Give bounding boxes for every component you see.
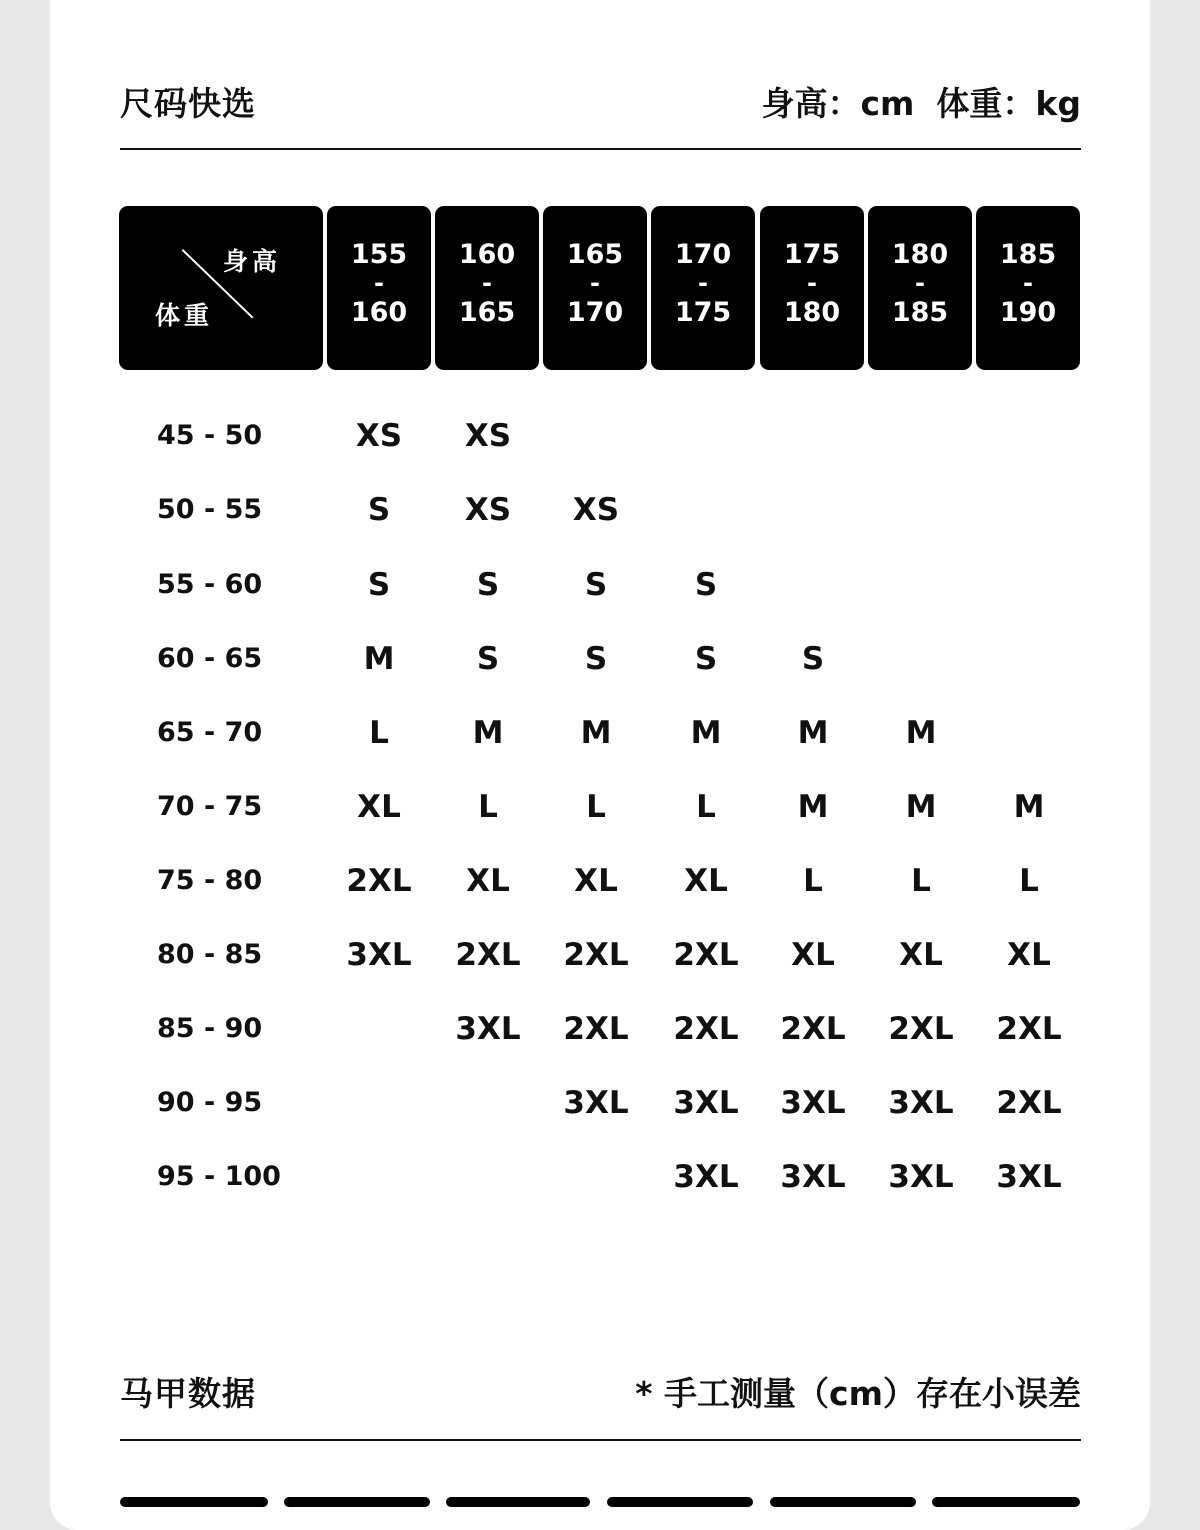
- height-range-separator: -: [807, 269, 817, 297]
- height-range-end: 165: [458, 297, 516, 328]
- table-row: [0, 935, 1200, 975]
- size-section-header: [120, 78, 1081, 138]
- size-cell: XL: [1007, 937, 1051, 973]
- height-range-header: [435, 206, 539, 370]
- size-cell: S: [584, 641, 608, 677]
- table-row: [0, 490, 1200, 530]
- height-range-separator: -: [915, 269, 925, 297]
- size-cell: M: [905, 789, 937, 825]
- size-cell: L: [696, 789, 716, 825]
- size-section-title: 尺码快选: [120, 84, 256, 123]
- weight-range-label: 75 - 80: [157, 865, 263, 896]
- size-cell: S: [367, 492, 391, 528]
- size-cell: L: [586, 789, 606, 825]
- table-row: [0, 565, 1200, 605]
- size-cell: S: [584, 567, 608, 603]
- height-range-header: [651, 206, 755, 370]
- size-cell: M: [797, 715, 829, 751]
- table-row: [0, 1083, 1200, 1123]
- next-table-header-cell: [120, 1497, 268, 1507]
- height-range-separator: -: [482, 269, 492, 297]
- size-cell: 2XL: [996, 1011, 1062, 1047]
- corner-weight-label: 体重: [155, 301, 214, 330]
- table-row: [0, 861, 1200, 901]
- weight-range-label: 65 - 70: [157, 717, 263, 748]
- size-cell: L: [1019, 863, 1039, 899]
- size-cell: M: [1013, 789, 1045, 825]
- size-cell: S: [694, 567, 718, 603]
- size-cell: 3XL: [673, 1159, 739, 1195]
- vest-section-divider: [120, 1439, 1081, 1441]
- table-row: [0, 1157, 1200, 1197]
- height-range-start: 180: [891, 239, 949, 270]
- size-cell: 2XL: [780, 1011, 846, 1047]
- next-table-header-cell: [770, 1497, 916, 1507]
- height-range-header: [327, 206, 431, 370]
- size-cell: XS: [355, 418, 403, 454]
- corner-height-label: 身高: [223, 247, 282, 276]
- next-table-header-cell: [446, 1497, 590, 1507]
- size-cell: S: [476, 567, 500, 603]
- table-row: [0, 713, 1200, 753]
- height-range-end: 170: [566, 297, 624, 328]
- size-cell: XL: [684, 863, 728, 899]
- height-range-end: 180: [783, 297, 841, 328]
- height-range-header: [976, 206, 1080, 370]
- size-cell: 3XL: [346, 937, 412, 973]
- size-cell: XL: [899, 937, 943, 973]
- size-cell: 3XL: [563, 1085, 629, 1121]
- size-cell: 2XL: [563, 937, 629, 973]
- height-range-header: [760, 206, 864, 370]
- size-cell: 3XL: [888, 1085, 954, 1121]
- height-range-start: 155: [350, 239, 408, 270]
- weight-range-label: 85 - 90: [157, 1013, 263, 1044]
- size-units: [761, 78, 1081, 125]
- height-range-separator: -: [1023, 269, 1033, 297]
- height-range-end: 160: [350, 297, 408, 328]
- table-row: [0, 639, 1200, 679]
- height-range-separator: -: [374, 269, 384, 297]
- size-cell: 3XL: [673, 1085, 739, 1121]
- height-range-start: 160: [458, 239, 516, 270]
- size-cell: L: [911, 863, 931, 899]
- size-cell: L: [369, 715, 389, 751]
- size-cell: 3XL: [996, 1159, 1062, 1195]
- size-cell: 2XL: [563, 1011, 629, 1047]
- height-range-start: 175: [783, 239, 841, 270]
- size-cell: XL: [357, 789, 401, 825]
- size-cell: M: [363, 641, 395, 677]
- next-table-header-cell: [607, 1497, 753, 1507]
- table-row: [0, 787, 1200, 827]
- next-table-header-cell: [284, 1497, 430, 1507]
- size-cell: 3XL: [888, 1159, 954, 1195]
- weight-range-label: 55 - 60: [157, 569, 263, 600]
- size-cell: 2XL: [346, 863, 412, 899]
- size-cell: S: [476, 641, 500, 677]
- height-range-start: 185: [999, 239, 1057, 270]
- size-cell: XS: [464, 418, 512, 454]
- size-cell: 2XL: [673, 1011, 739, 1047]
- height-unit-label: 身高：cm: [761, 84, 915, 123]
- table-corner-header: [119, 206, 323, 370]
- height-range-start: 170: [674, 239, 732, 270]
- size-section-divider: [120, 148, 1081, 150]
- vest-section-title: 马甲数据: [120, 1374, 256, 1413]
- weight-range-label: 95 - 100: [157, 1161, 281, 1192]
- next-table-header-cell: [932, 1497, 1080, 1507]
- measurement-note: * 手工测量（cm）存在小误差: [635, 1374, 1081, 1413]
- weight-range-label: 60 - 65: [157, 643, 263, 674]
- size-cell: 3XL: [780, 1159, 846, 1195]
- table-row: [0, 1009, 1200, 1049]
- size-cell: S: [694, 641, 718, 677]
- weight-range-label: 45 - 50: [157, 420, 263, 451]
- size-cell: XS: [464, 492, 512, 528]
- weight-range-label: 80 - 85: [157, 939, 263, 970]
- size-cell: L: [478, 789, 498, 825]
- size-cell: 2XL: [673, 937, 739, 973]
- size-cell: M: [580, 715, 612, 751]
- height-range-header: [543, 206, 647, 370]
- height-range-separator: -: [590, 269, 600, 297]
- size-cell: L: [803, 863, 823, 899]
- weight-range-label: 50 - 55: [157, 494, 263, 525]
- height-range-header: [868, 206, 972, 370]
- size-cell: 2XL: [455, 937, 521, 973]
- size-cell: 2XL: [888, 1011, 954, 1047]
- weight-range-label: 90 - 95: [157, 1087, 263, 1118]
- height-range-start: 165: [566, 239, 624, 270]
- size-cell: 3XL: [455, 1011, 521, 1047]
- height-range-separator: -: [698, 269, 708, 297]
- size-cell: XL: [574, 863, 618, 899]
- height-range-end: 175: [674, 297, 732, 328]
- size-cell: M: [690, 715, 722, 751]
- size-cell: XL: [791, 937, 835, 973]
- size-cell: XS: [572, 492, 620, 528]
- weight-unit-label: 体重：kg: [936, 84, 1081, 123]
- height-range-end: 190: [999, 297, 1057, 328]
- size-cell: M: [905, 715, 937, 751]
- weight-range-label: 70 - 75: [157, 791, 263, 822]
- size-cell: S: [367, 567, 391, 603]
- size-cell: S: [801, 641, 825, 677]
- size-cell: 3XL: [780, 1085, 846, 1121]
- table-row: [0, 416, 1200, 456]
- size-cell: M: [472, 715, 504, 751]
- vest-section-header: [120, 1368, 1081, 1428]
- size-cell: XL: [466, 863, 510, 899]
- size-cell: 2XL: [996, 1085, 1062, 1121]
- height-range-end: 185: [891, 297, 949, 328]
- size-cell: M: [797, 789, 829, 825]
